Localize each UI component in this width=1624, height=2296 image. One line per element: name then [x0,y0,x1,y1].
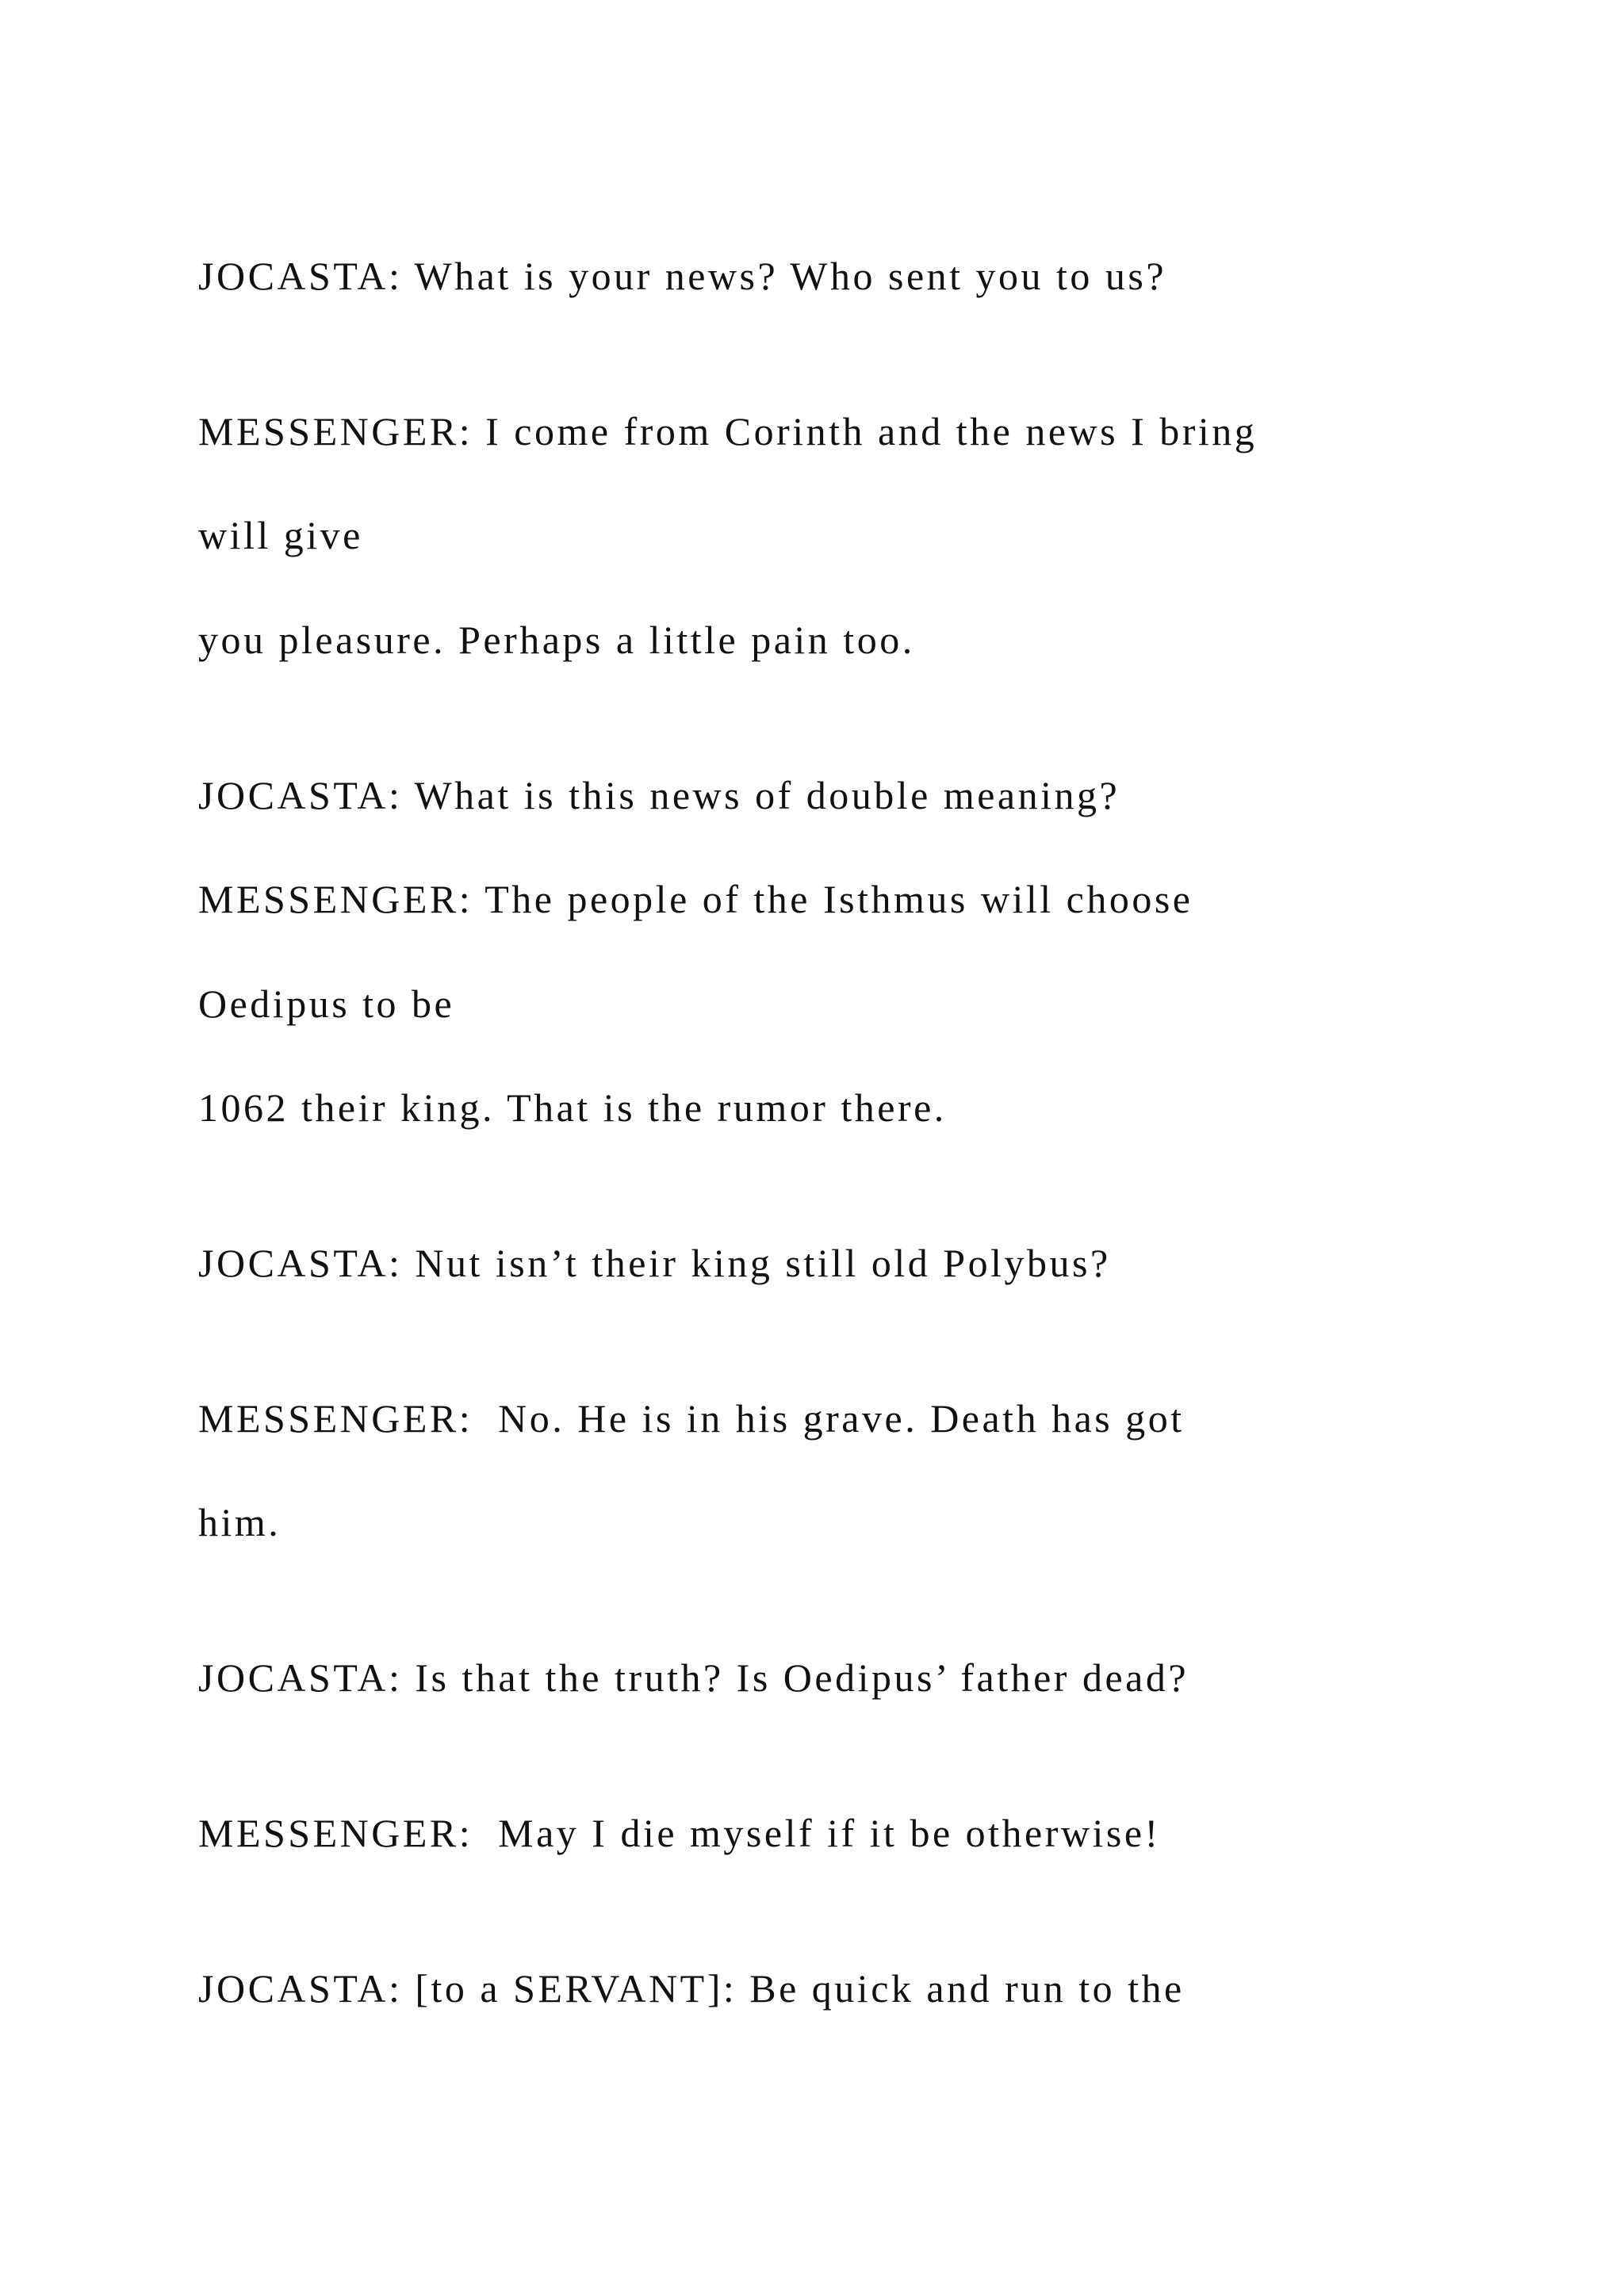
text-line: JOCASTA: Nut isn’t their king still old Polybus? [198,1241,1111,1285]
text-line: you pleasure. Perhaps a little pain too. [198,618,915,662]
text-line: 1062 their king. That is the rumor there. [198,1085,947,1130]
text-line: JOCASTA: Is that the truth? Is Oedipus’ father dead? [198,1655,1189,1700]
text-line: JOCASTA: What is your news? Who sent you to us? [198,254,1167,298]
text-line: MESSENGER: The people of the Isthmus will choose [198,877,1193,921]
text-line: MESSENGER: I come from Corinth and the news I bring [198,409,1258,453]
text-line: JOCASTA: What is this news of double meaning? [198,773,1120,817]
text-line: will give [198,513,363,557]
text-line: MESSENGER: May I die myself if it be otherwise! [198,1811,1161,1855]
text-line: Oedipus to be [198,982,455,1026]
text-line: him. [198,1500,282,1544]
text-line: MESSENGER: No. He is in his grave. Death has got [198,1396,1185,1441]
text-line: JOCASTA: [to a SERVANT]: Be quick and run to the [198,1966,1185,2011]
